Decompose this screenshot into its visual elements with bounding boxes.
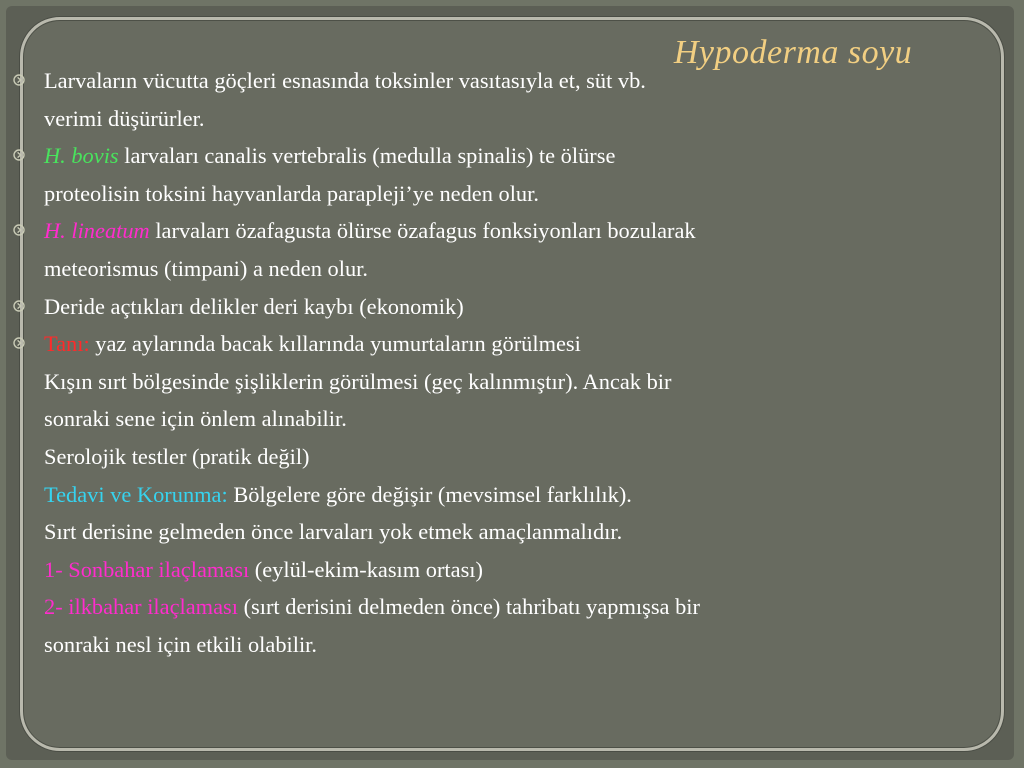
bullet-5-line-1	[44, 325, 1019, 363]
circled-arrow-bullet-icon	[13, 74, 25, 86]
bullet-1-text-cont: verimi düşürürler.	[44, 105, 205, 131]
bullet-5-line-4	[44, 438, 1019, 476]
diagnosis-label: Tanı:	[44, 331, 90, 357]
bullet-2-line-1	[44, 137, 1019, 175]
bullet-4-text: Deride açtıkları delikler deri kaybı (ekonomik)	[44, 293, 464, 319]
circled-arrow-bullet-icon	[13, 300, 25, 312]
bullet-2-text: larvaları canalis vertebralis (medulla spinalis) te ölürse	[118, 143, 616, 169]
step-2-text: (sırt derisini delmeden önce) tahribatı yapmışsa bir	[237, 594, 700, 620]
bullet-3-line-2	[44, 250, 1019, 288]
bullet-5-line-8	[44, 588, 1019, 626]
treatment-label: Tedavi ve Korunma:	[44, 481, 228, 507]
bullet-1-line-2	[44, 100, 1019, 138]
bullet-2-text-cont: proteolisin toksini hayvanlarda parapleji’ye neden olur.	[44, 180, 539, 206]
bullet-5-line-6	[44, 513, 1019, 551]
treatment-goal-text: Sırt derisine gelmeden önce larvaları yok etmek amaçlanmalıdır.	[44, 519, 623, 545]
bullet-3-text-cont: meteorismus (timpani) a neden olur.	[44, 255, 368, 281]
bullet-1-line-1	[44, 62, 1019, 100]
bullet-4-line-1	[44, 288, 1019, 326]
bullet-5-line-2	[44, 363, 1019, 401]
circled-arrow-bullet-icon	[13, 337, 25, 349]
step-1-label: 1- Sonbahar ilaçlaması	[44, 556, 250, 582]
serology-text: Serolojik testler (pratik değil)	[44, 443, 310, 469]
bullet-5-line-9	[44, 626, 1019, 664]
bullet-3-text: larvaları özafagusta ölürse özafagus fonksiyonları bozularak	[149, 218, 696, 244]
slide-title: Hypoderma soyu	[673, 34, 913, 71]
circled-arrow-bullet-icon	[13, 149, 25, 161]
bullet-2-line-2	[44, 175, 1019, 213]
bullet-5-line-3	[44, 400, 1019, 438]
diagnosis-text: yaz aylarında bacak kıllarında yumurtaların görülmesi	[89, 331, 581, 357]
slide-body	[44, 62, 1019, 664]
circled-arrow-bullet-icon	[13, 224, 25, 236]
bullet-1-text: Larvaların vücutta göçleri esnasında toksinler vasıtasıyla et, süt vb.	[44, 68, 646, 93]
species-h-lineatum: H. lineatum	[44, 218, 150, 244]
step-2-label: 2- ilkbahar ilaçlaması	[44, 594, 238, 620]
bullet-5-line-7	[44, 551, 1019, 589]
step-1-text: (eylül-ekim-kasım ortası)	[249, 556, 483, 582]
diagnosis-winter-text: Kışın sırt bölgesinde şişliklerin görülmesi (geç kalınmıştır). Ancak bir	[44, 368, 672, 394]
treatment-text: Bölgelere göre değişir (mevsimsel farklılık).	[227, 481, 632, 507]
bullet-3-line-1	[44, 212, 1019, 250]
species-h-bovis: H. bovis	[44, 143, 119, 169]
step-2-text-cont: sonraki nesl için etkili olabilir.	[44, 631, 317, 657]
bullet-5-line-5	[44, 476, 1019, 514]
diagnosis-winter-text-cont: sonraki sene için önlem alınabilir.	[44, 406, 347, 432]
